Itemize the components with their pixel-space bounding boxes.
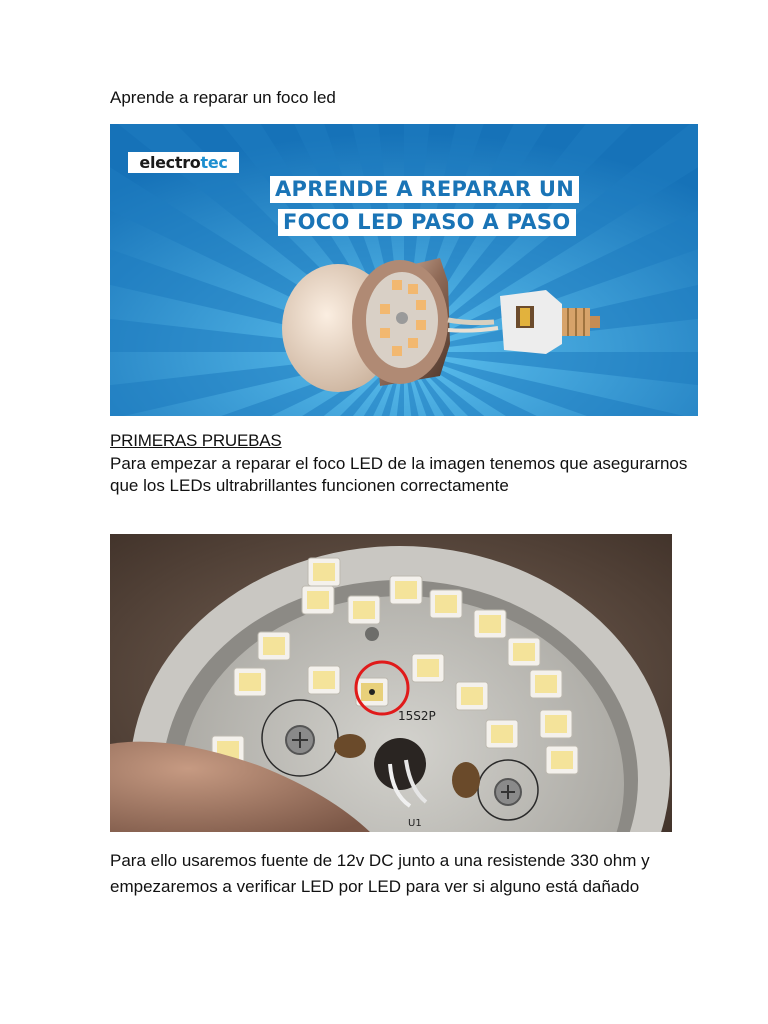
led-phosphor bbox=[461, 687, 483, 705]
led-phosphor bbox=[313, 671, 335, 689]
led-phosphor bbox=[353, 601, 375, 619]
led-phosphor bbox=[513, 643, 535, 661]
led-phosphor bbox=[395, 581, 417, 599]
led-board-photo bbox=[110, 534, 672, 832]
led-phosphor bbox=[263, 637, 285, 655]
board-label: 15S2P bbox=[398, 709, 436, 723]
led-phosphor bbox=[479, 615, 501, 633]
led-phosphor bbox=[417, 659, 439, 677]
banner-headline bbox=[270, 176, 579, 236]
led-phosphor bbox=[535, 675, 557, 693]
led-phosphor bbox=[551, 751, 573, 769]
electrotec-logo: electrotec bbox=[128, 152, 239, 173]
section-heading: PRIMERAS PRUEBAS bbox=[110, 431, 282, 450]
led-board-drawing bbox=[110, 534, 672, 832]
led-phosphor bbox=[239, 673, 261, 691]
paragraph-2: Para ello usaremos fuente de 12v DC junto a una resistende 330 ohm y empezaremos a verificar LED por LED para ver si alguno está dañado bbox=[110, 851, 650, 896]
led-phosphor bbox=[491, 725, 513, 743]
damaged-led-mark bbox=[369, 689, 375, 695]
intro-line: Aprende a reparar un foco led bbox=[110, 88, 336, 107]
paragraph-1: Para empezar a reparar el foco LED de la imagen tenemos que asegurarnos que los LEDs ultrabrillantes funcionen correctamente bbox=[110, 454, 688, 495]
led-phosphor bbox=[545, 715, 567, 733]
board-label-2: U1 bbox=[408, 818, 422, 829]
banner-headline-line2: FOCO LED PASO A PASO bbox=[278, 209, 576, 236]
led-phosphor bbox=[435, 595, 457, 613]
led-phosphor bbox=[307, 591, 329, 609]
led-phosphor bbox=[313, 563, 335, 581]
banner-headline-line1: APRENDE A REPARAR UN bbox=[270, 176, 579, 203]
banner-image bbox=[110, 124, 698, 416]
